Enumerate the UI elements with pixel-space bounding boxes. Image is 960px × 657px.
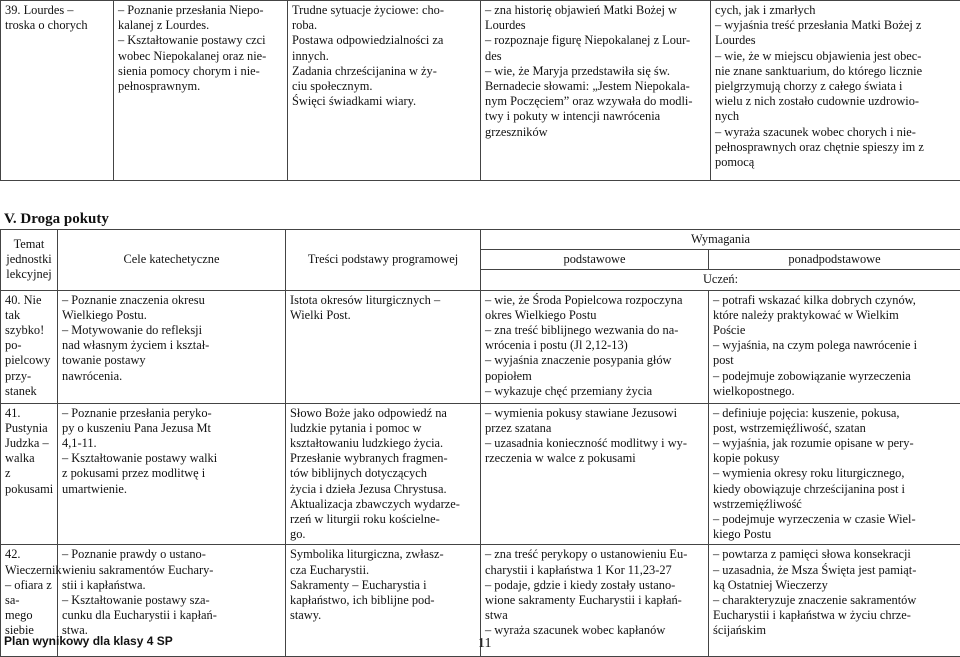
table-row <box>1 290 960 403</box>
text-line: – wie, że Środa Popielcowa rozpoczyna <box>485 293 704 308</box>
text-line: – wyjaśnia treść przesłania Matki Bożej z <box>715 18 956 33</box>
text-line: 4,1-11. <box>62 436 281 451</box>
lesson-topic <box>1 403 58 545</box>
text-line: wione sakramenty Eucharystii i kapłań- <box>485 593 704 608</box>
text-line: wieniu sakramentów Euchary- <box>62 563 281 578</box>
text-line: nawrócenia. <box>62 369 281 384</box>
lesson-39-basic <box>481 1 711 181</box>
text-line: wielkopostnego. <box>713 384 956 399</box>
lesson-goals <box>58 403 286 545</box>
text-line: – Kształtowanie postawy sza- <box>62 593 281 608</box>
text-line: roba. <box>292 18 476 33</box>
page-number: 11 <box>478 636 491 652</box>
text-line: kiego Postu <box>713 527 956 542</box>
text-line: 42. Wieczernik <box>5 547 53 577</box>
text-line: stawy. <box>290 608 476 623</box>
text-line: Eucharystii i kapłaństwa w życiu chrze- <box>713 608 956 623</box>
text-line: – ofiara z sa- <box>5 578 53 608</box>
text-line: życia i dzieła Jezusa Chrystusa. <box>290 482 476 497</box>
text-line: – Motywowanie do refleksji <box>62 323 281 338</box>
text-line: sienia pomocy chorym i nie- <box>118 64 283 79</box>
text-line: – wykazuje chęć przemiany życia <box>485 384 704 399</box>
text-line: wobec Niepokalanej oraz nie- <box>118 49 283 64</box>
text-line: – charakteryzuje znaczenie sakramentów <box>713 593 956 608</box>
text-line: Przesłanie wybranych fragmen- <box>290 451 476 466</box>
lesson-content <box>286 403 481 545</box>
text-line: wielu z nich zostało cudownie uzdrowio- <box>715 94 956 109</box>
text-line: ką Ostatniej Wieczerzy <box>713 578 956 593</box>
text-line: twy i pokuty w intencji nawrócenia <box>485 109 706 124</box>
text-line: kalanej z Lourdes. <box>118 18 283 33</box>
text-line: 39. Lourdes – <box>5 3 109 18</box>
text-line: Słowo Boże jako odpowiedź na <box>290 406 476 421</box>
text-line: tów biblijnych dotyczących <box>290 466 476 481</box>
footer-text: Plan wynikowy dla klasy 4 SP <box>4 634 173 648</box>
text-line: stwa. <box>62 623 281 638</box>
lesson-basic <box>481 403 709 545</box>
text-line: kształtowaniu ludzkiego życia. <box>290 436 476 451</box>
text-line: cych, jak i zmarłych <box>715 3 956 18</box>
text-line: – Poznanie przesłania peryko- <box>62 406 281 421</box>
text-line: nad własnym życiem i kształ- <box>62 338 281 353</box>
lesson-content <box>286 545 481 657</box>
text-line: pomocą <box>715 155 956 170</box>
text-line: stanek <box>5 384 53 399</box>
text-line: nym Poczęciem” oraz wzywała do modli- <box>485 94 706 109</box>
text-line: – powtarza z pamięci słowa konsekracji <box>713 547 956 562</box>
text-line: pełnosprawnych oraz chętnie spieszy im z <box>715 140 956 155</box>
header-topic <box>1 230 58 291</box>
text-line: stii i kapłaństwa. <box>62 578 281 593</box>
text-line: – Poznanie przesłania Niepo- <box>118 3 283 18</box>
text-line: pielcowy przy- <box>5 353 53 383</box>
text-line: kapłaństwo, ich biblijne pod- <box>290 593 476 608</box>
text-line: troska o chorych <box>5 18 109 33</box>
text-line: Trudne sytuacje życiowe: cho- <box>292 3 476 18</box>
header-advanced: ponadpodstawowe <box>709 250 960 270</box>
text-line: nych <box>715 109 956 124</box>
text-line: z pokusami przez modlitwę i <box>62 466 281 481</box>
text-line: innych. <box>292 49 476 64</box>
text-line: post <box>713 353 956 368</box>
text-line: które należy praktykować w Wielkim <box>713 308 956 323</box>
text-line: wstrzemięźliwość <box>713 497 956 512</box>
text-line: okres Wielkiego Postu <box>485 308 704 323</box>
text-line: post, wstrzemięźliwość, szatan <box>713 421 956 436</box>
text-line: rzeń w liturgii roku kościelne- <box>290 512 476 527</box>
main-table <box>0 229 960 657</box>
text-line: rzeczenia w walce z pokusami <box>485 451 704 466</box>
text-line: Temat <box>5 237 53 252</box>
text-line: pełnosprawnym. <box>118 79 283 94</box>
text-line: ciu społecznym. <box>292 79 476 94</box>
text-line: – podejmuje wyrzeczenia w czasie Wiel- <box>713 512 956 527</box>
lesson-advanced <box>709 545 960 657</box>
text-line: – wymienia pokusy stawiane Jezusowi <box>485 406 704 421</box>
text-line: 41. Pustynia <box>5 406 53 436</box>
text-line: go. <box>290 527 476 542</box>
text-line: charystii i kapłaństwa 1 Kor 11,23-27 <box>485 563 704 578</box>
text-line: jednostki <box>5 252 53 267</box>
lesson-39-topic <box>1 1 114 181</box>
text-line: – wie, że Maryja przedstawiła się św. <box>485 64 706 79</box>
header-goals: Cele katechetyczne <box>58 230 286 291</box>
text-line: – zna treść perykopy o ustanowieniu Eu- <box>485 547 704 562</box>
text-line: – podaje, gdzie i kiedy zostały ustano- <box>485 578 704 593</box>
text-line: kopie pokusy <box>713 451 956 466</box>
text-line: Sakramenty – Eucharystia i <box>290 578 476 593</box>
text-line: – potrafi wskazać kilka dobrych czynów, <box>713 293 956 308</box>
text-line: Wielkiego Postu. <box>62 308 281 323</box>
text-line: Judzka – walka <box>5 436 53 466</box>
lesson-basic <box>481 290 709 403</box>
text-line: – Kształtowanie postawy czci <box>118 33 283 48</box>
text-line: ludzkie pytania i pomoc w <box>290 421 476 436</box>
text-line: nie znane sanktuarium, do którego licznie <box>715 64 956 79</box>
lesson-goals <box>58 290 286 403</box>
header-student: Uczeń: <box>481 270 960 290</box>
lesson-basic <box>481 545 709 657</box>
text-line: mego siebie <box>5 608 53 638</box>
text-line: Poście <box>713 323 956 338</box>
header-content: Treści podstawy programowej <box>286 230 481 291</box>
lesson-advanced <box>709 290 960 403</box>
text-line: pielgrzymują chorzy z całego świata i <box>715 79 956 94</box>
text-line: – wyjaśnia znaczenie posypania głów <box>485 353 704 368</box>
text-line: szybko! po- <box>5 323 53 353</box>
text-line: – Poznanie znaczenia okresu <box>62 293 281 308</box>
header-requirements: Wymagania <box>481 230 960 250</box>
text-line: – definiuje pojęcia: kuszenie, pokusa, <box>713 406 956 421</box>
text-line: – rozpoznaje figurę Niepokalanej z Lour- <box>485 33 706 48</box>
text-line: des <box>485 49 706 64</box>
lesson-topic <box>1 290 58 403</box>
text-line: – Kształtowanie postawy walki <box>62 451 281 466</box>
text-line: Postawa odpowiedzialności za <box>292 33 476 48</box>
text-line: wrócenia i postu (Jl 2,12-13) <box>485 338 704 353</box>
text-line: towanie postawy <box>62 353 281 368</box>
text-line: z pokusami <box>5 466 53 496</box>
text-line: – wyjaśnia, na czym polega nawrócenie i <box>713 338 956 353</box>
text-line: – wyraża szacunek wobec chorych i nie- <box>715 125 956 140</box>
text-line: – wymienia okresy roku liturgicznego, <box>713 466 956 481</box>
top-table <box>0 0 960 181</box>
text-line: 40. Nie tak <box>5 293 53 323</box>
text-line: – zna treść biblijnego wezwania do na- <box>485 323 704 338</box>
text-line: grzeszników <box>485 125 706 140</box>
text-line: popiołem <box>485 369 704 384</box>
text-line: – uzasadnia konieczność modlitwy i wy- <box>485 436 704 451</box>
text-line: stwa <box>485 608 704 623</box>
text-line: przez szatana <box>485 421 704 436</box>
text-line: – zna historię objawień Matki Bożej w <box>485 3 706 18</box>
lesson-advanced <box>709 403 960 545</box>
text-line: Wielki Post. <box>290 308 476 323</box>
text-line: cunku dla Eucharystii i kapłań- <box>62 608 281 623</box>
text-line: – wie, że w miejscu objawienia jest obec- <box>715 49 956 64</box>
header-basic: podstawowe <box>481 250 709 270</box>
text-line: Istota okresów liturgicznych – <box>290 293 476 308</box>
table-row <box>1 403 960 545</box>
text-line: – podejmuje zobowiązanie wyrzeczenia <box>713 369 956 384</box>
text-line: cza Eucharystii. <box>290 563 476 578</box>
text-line: kiedy obowiązuje chrześcijanina post i <box>713 482 956 497</box>
text-line: py o kuszeniu Pana Jezusa Mt <box>62 421 281 436</box>
text-line: – Poznanie prawdy o ustano- <box>62 547 281 562</box>
text-line: Lourdes <box>485 18 706 33</box>
lesson-content <box>286 290 481 403</box>
text-line: Bernadecie słowami: „Jestem Niepokala- <box>485 79 706 94</box>
lesson-39-content <box>288 1 481 181</box>
text-line: Lourdes <box>715 33 956 48</box>
lesson-39-advanced <box>711 1 960 181</box>
text-line: lekcyjnej <box>5 267 53 282</box>
text-line: ścijańskim <box>713 623 956 638</box>
text-line: – uzasadnia, że Msza Święta jest pamiąt- <box>713 563 956 578</box>
text-line: Święci świadkami wiary. <box>292 94 476 109</box>
text-line: Zadania chrześcijanina w ży- <box>292 64 476 79</box>
text-line: umartwienie. <box>62 482 281 497</box>
section-title: V. Droga pokuty <box>4 211 109 228</box>
lesson-39-goals <box>114 1 288 181</box>
text-line: Aktualizacja zbawczych wydarze- <box>290 497 476 512</box>
text-line: – wyjaśnia, jak rozumie opisane w pery- <box>713 436 956 451</box>
text-line: Symbolika liturgiczna, zwłasz- <box>290 547 476 562</box>
text-line: – wyraża szacunek wobec kapłanów <box>485 623 704 638</box>
